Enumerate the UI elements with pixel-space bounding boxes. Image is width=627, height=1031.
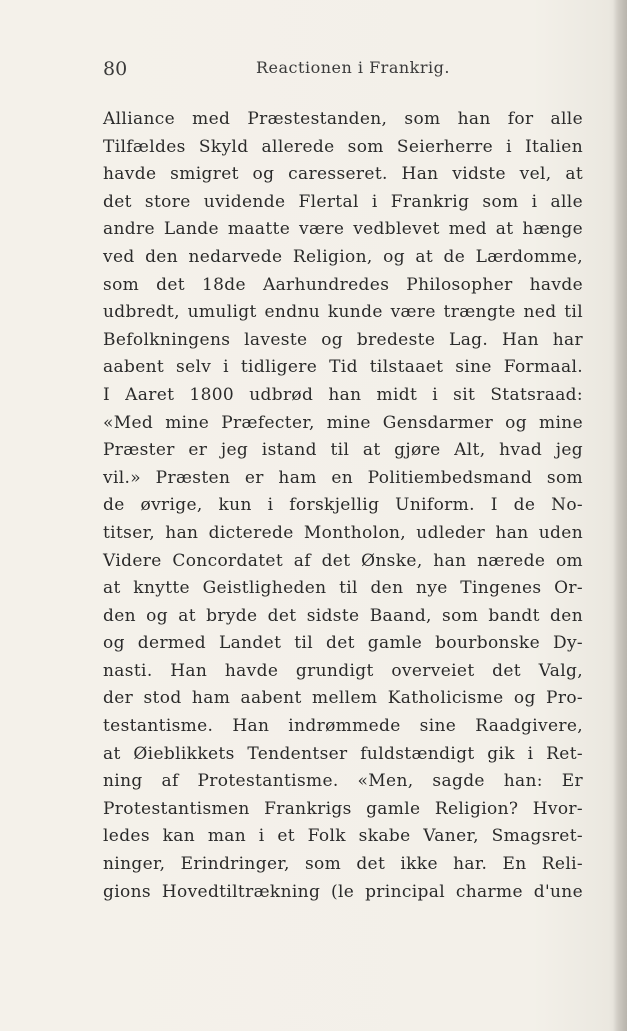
- text-line: og dermed Landet til det gamle bourbonske Dy-: [103, 633, 583, 654]
- text-line: Præster er jeg istand til at gjøre Alt, hvad jeg: [103, 440, 583, 461]
- text-line: Protestantismen Frankrigs gamle Religion? Hvor-: [103, 798, 583, 819]
- text-line: ning af Protestantisme. «Men, sagde han: Er: [103, 771, 583, 792]
- text-line: andre Lande maatte være vedblevet med at hænge: [103, 219, 583, 240]
- text-line: I Aaret 1800 udbrød han midt i sit Statsraad:: [103, 384, 583, 405]
- text-line: ledes kan man i et Folk skabe Vaner, Smagsret-: [103, 826, 583, 847]
- text-line: at knytte Geistligheden til den nye Tingenes Or-: [103, 578, 583, 599]
- text-line: titser, han dicterede Montholon, udleder han uden: [103, 522, 583, 543]
- text-line: ved den nedarvede Religion, og at de Lærdomme,: [103, 246, 583, 267]
- text-line: Alliance med Præstestanden, som han for alle: [103, 109, 583, 129]
- page-header: [103, 58, 583, 88]
- text-line: nasti. Han havde grundigt overveiet det Valg,: [103, 660, 583, 681]
- text-line: ninger, Erindringer, som det ikke har. En Reli-: [103, 854, 583, 875]
- text-line: Videre Concordatet af det Ønske, han nærede om: [103, 550, 583, 571]
- text-line: som det 18de Aarhundredes Philosopher havde: [103, 274, 583, 295]
- text-line: gions Hovedtiltrækning (le principal charme d'une: [103, 881, 583, 902]
- page-number: 80: [103, 58, 128, 80]
- page-edge: [613, 0, 627, 1031]
- text-line: «Med mine Præfecter, mine Gensdarmer og mine: [103, 412, 583, 433]
- text-line: den og at bryde det sidste Baand, som bandt den: [103, 605, 583, 626]
- text-line: aabent selv i tidligere Tid tilstaaet sine Formaal.: [103, 357, 583, 378]
- text-line: Befolkningens laveste og bredeste Lag. Han har: [103, 329, 583, 350]
- text-line: der stod ham aabent mellem Katholicisme og Pro-: [103, 688, 583, 709]
- text-line: Tilfældes Skyld allerede som Seierherre i Italien: [103, 136, 583, 157]
- text-line: havde smigret og caresseret. Han vidste vel, at: [103, 164, 583, 185]
- body-text: [103, 106, 583, 906]
- text-line: de øvrige, kun i forskjellig Uniform. I de No-: [103, 495, 583, 516]
- text-line: vil.» Præsten er ham en Politiembedsmand som: [103, 467, 583, 488]
- text-line: testantisme. Han indrømmede sine Raadgivere,: [103, 716, 583, 737]
- text-line: det store uvidende Flertal i Frankrig som i alle: [103, 191, 583, 212]
- text-line: at Øieblikkets Tendentser fuldstændigt gik i Ret-: [103, 743, 583, 764]
- running-head: Reactionen i Frankrig.: [256, 58, 450, 77]
- text-line: udbredt, umuligt endnu kunde være trængte ned til: [103, 302, 583, 323]
